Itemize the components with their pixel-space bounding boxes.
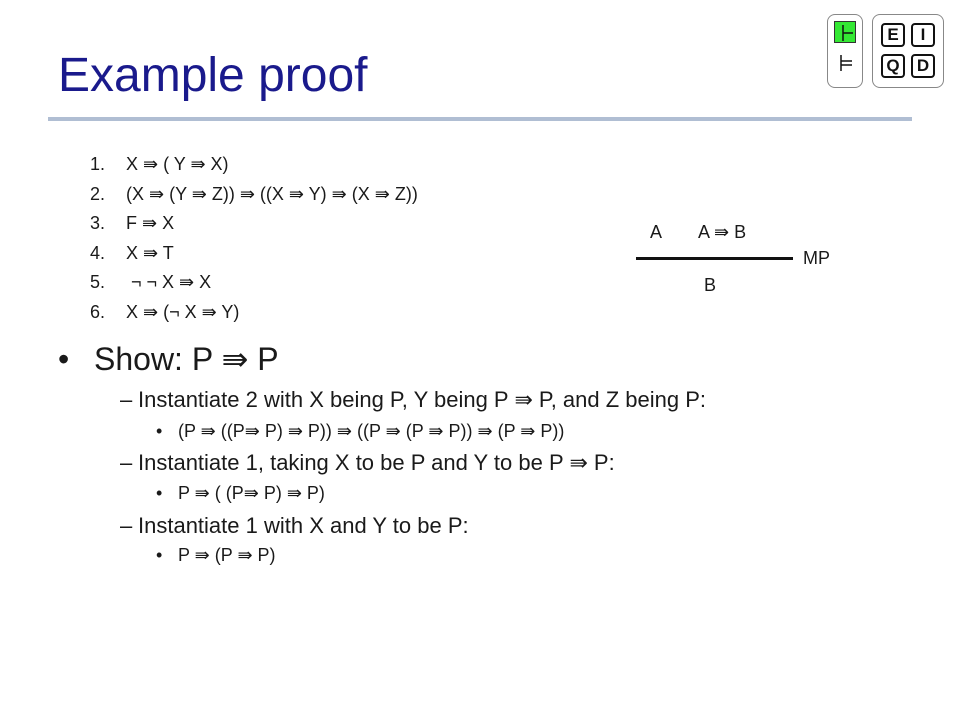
axiom-text: X ⇛ ( Y ⇛ X) <box>126 154 229 174</box>
mp-premise-implication: A ⇛ B <box>698 222 747 242</box>
step-formula <box>156 483 325 504</box>
axiom-number: 6. <box>90 301 106 322</box>
axiom-text: F ⇛ X <box>126 213 175 233</box>
step-text: Instantiate 1 with X and Y to be P: <box>138 513 469 538</box>
axiom-text: ¬ ¬ X ⇛ X <box>126 272 212 292</box>
axiom-number: 5. <box>90 272 106 292</box>
axiom-text: X ⇛ T <box>126 242 174 263</box>
axiom-number: 1. <box>90 154 106 174</box>
formula-text: (P ⇛ ((P⇛ P) ⇛ P)) ⇛ ((P ⇛ (P ⇛ P)) ⇛ (P ⇛ P)) <box>178 421 565 441</box>
double-turnstile-icon <box>834 51 856 73</box>
axiom-number: 2. <box>90 183 106 204</box>
step-text: Instantiate 1, taking X to be P and Y to be P ⇛ P: <box>138 450 615 475</box>
axiom-item <box>90 268 418 298</box>
step-formula <box>156 421 564 442</box>
axiom-text: X ⇛ (¬ X ⇛ Y) <box>126 301 240 322</box>
mp-rule-label: MP <box>803 248 830 268</box>
title-divider <box>48 117 912 121</box>
axiom-item <box>90 298 418 328</box>
logo-key-q: Q <box>881 54 905 78</box>
dash-marker: – <box>120 513 133 538</box>
step-item <box>120 513 469 539</box>
step-text: Instantiate 2 with X being P, Y being P ⇛ P, and Z being P: <box>138 387 707 412</box>
mp-conclusion: B <box>704 275 717 295</box>
turnstile-logo <box>827 14 863 88</box>
axiom-list <box>90 150 418 327</box>
step-item <box>120 450 615 476</box>
bullet-marker: • <box>156 421 163 441</box>
axiom-item <box>90 209 418 239</box>
logo-key-i: I <box>911 23 935 47</box>
turnstile-green-icon <box>834 21 856 43</box>
mp-premise-a: A <box>650 222 663 242</box>
step-item <box>120 387 706 413</box>
bullet-marker: • <box>156 483 163 503</box>
bullet-marker: • <box>58 341 70 377</box>
axiom-number: 4. <box>90 242 106 263</box>
page-title: Example proof <box>58 49 368 102</box>
step-formula <box>156 545 276 566</box>
logo-key-e: E <box>881 23 905 47</box>
axiom-number: 3. <box>90 213 106 233</box>
logo-key-d: D <box>911 54 935 78</box>
dash-marker: – <box>120 387 133 412</box>
dash-marker: – <box>120 450 133 475</box>
axiom-text: (X ⇛ (Y ⇛ Z)) ⇛ ((X ⇛ Y) ⇛ (X ⇛ Z)) <box>126 183 418 204</box>
axiom-item <box>90 239 418 269</box>
show-text: Show: P ⇛ P <box>94 341 279 377</box>
axiom-item <box>90 150 418 180</box>
formula-text: P ⇛ (P ⇛ P) <box>178 545 276 565</box>
bullet-marker: • <box>156 545 163 565</box>
axiom-item <box>90 180 418 210</box>
show-bullet <box>58 340 279 378</box>
eiqd-logo <box>872 14 944 88</box>
mp-inference-line <box>636 257 793 260</box>
formula-text: P ⇛ ( (P⇛ P) ⇛ P) <box>178 483 325 503</box>
